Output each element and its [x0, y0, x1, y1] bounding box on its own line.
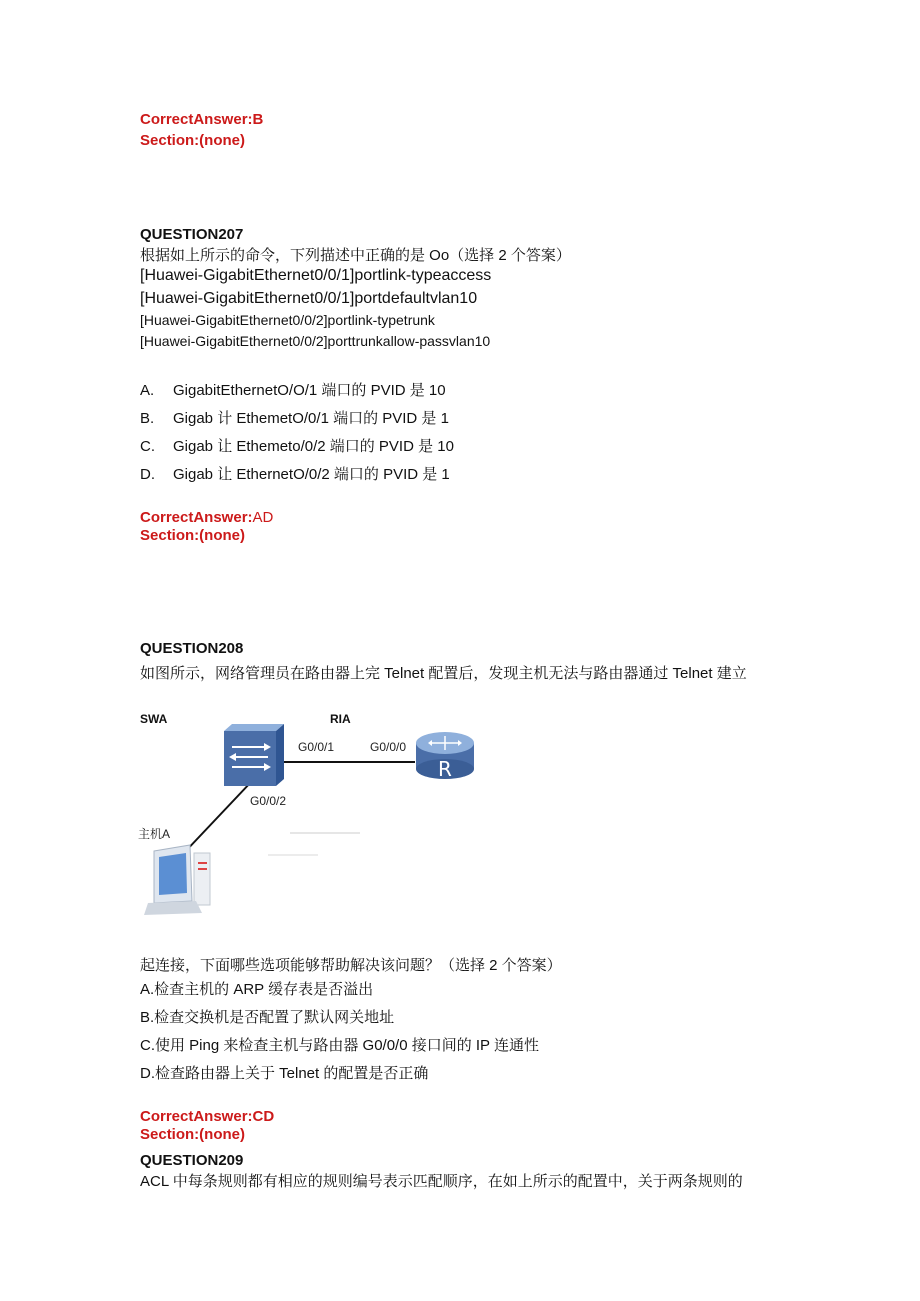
question-207-title: QUESTION207: [140, 226, 244, 243]
correct-answer-208: CorrectAnswer:CD: [140, 1108, 275, 1125]
topology-svg: [140, 705, 480, 920]
question-208-prompt: 如图所示，网络管理员在路由器上完 Telnet 配置后，发现主机无法与路由器通过 Telnet 建立: [140, 665, 747, 682]
host-computer-icon: [144, 845, 210, 915]
port-g002-label: G0/0/2: [250, 794, 287, 808]
question-208-title: QUESTION208: [140, 640, 244, 657]
question-207-prompt: 根据如上所示的命令，下列描述中正确的是 Oo（选择 2 个答案）: [140, 247, 571, 264]
switch-icon: [224, 724, 284, 786]
command-line-2: [Huawei-GigabitEthernet0/0/1]portdefaultvlan10: [140, 290, 478, 307]
option-207-b: B. Gigab 计 EthemetO/0/1 端口的 PVID 是 1: [140, 410, 449, 427]
command-line-3: [Huawei-GigabitEthernet0/0/2]portlink-typetrunk: [140, 312, 435, 328]
correct-answer-207: CorrectAnswer:AD: [140, 509, 274, 526]
port-g001-label: G0/0/1: [298, 740, 335, 754]
option-208-c: C.使用 Ping 来检查主机与路由器 G0/0/0 接口间的 IP 连通性: [140, 1037, 539, 1054]
question-208-prompt-cont: 起连接，下面哪些选项能够帮助解决该问题？（选择 2 个答案）: [140, 957, 562, 974]
command-line-4: [Huawei-GigabitEthernet0/0/2]porttrunkallow-passvlan10: [140, 333, 491, 349]
router-label: RIA: [330, 712, 351, 726]
port-g000-label: G0/0/0: [370, 740, 407, 754]
section-208: Section:(none): [140, 1126, 245, 1143]
host-label: 主机A: [138, 827, 171, 841]
switch-label: SWA: [140, 712, 168, 726]
option-208-b: B.检查交换机是否配置了默认网关地址: [140, 1009, 395, 1026]
section-207: Section:(none): [140, 527, 245, 544]
option-207-d: D. Gigab 让 EthernetO/0/2 端口的 PVID 是 1: [140, 466, 450, 483]
option-207-a: A. GigabitEthernetO/O/1 端口的 PVID 是 10: [140, 382, 446, 399]
option-208-a: A.检查主机的 ARP 缓存表是否溢出: [140, 981, 374, 998]
correct-answer-206: CorrectAnswer:B: [140, 111, 264, 128]
link-switch-host: [182, 781, 252, 855]
router-icon: [416, 732, 474, 781]
section-206: Section:(none): [140, 132, 245, 149]
option-207-c: C. Gigab 让 Ethemeto/0/2 端口的 PVID 是 10: [140, 438, 454, 455]
router-glyph: R: [438, 757, 452, 781]
option-208-d: D.检查路由器上关于 Telnet 的配置是否正确: [140, 1065, 429, 1082]
network-diagram: [140, 705, 480, 920]
question-209-prompt: ACL 中每条规则都有相应的规则编号表示匹配顺序，在如上所示的配置中，关于两条规则的: [140, 1173, 743, 1190]
command-line-1: [Huawei-GigabitEthernet0/0/1]portlink-typeaccess: [140, 267, 492, 284]
question-209-title: QUESTION209: [140, 1152, 244, 1169]
